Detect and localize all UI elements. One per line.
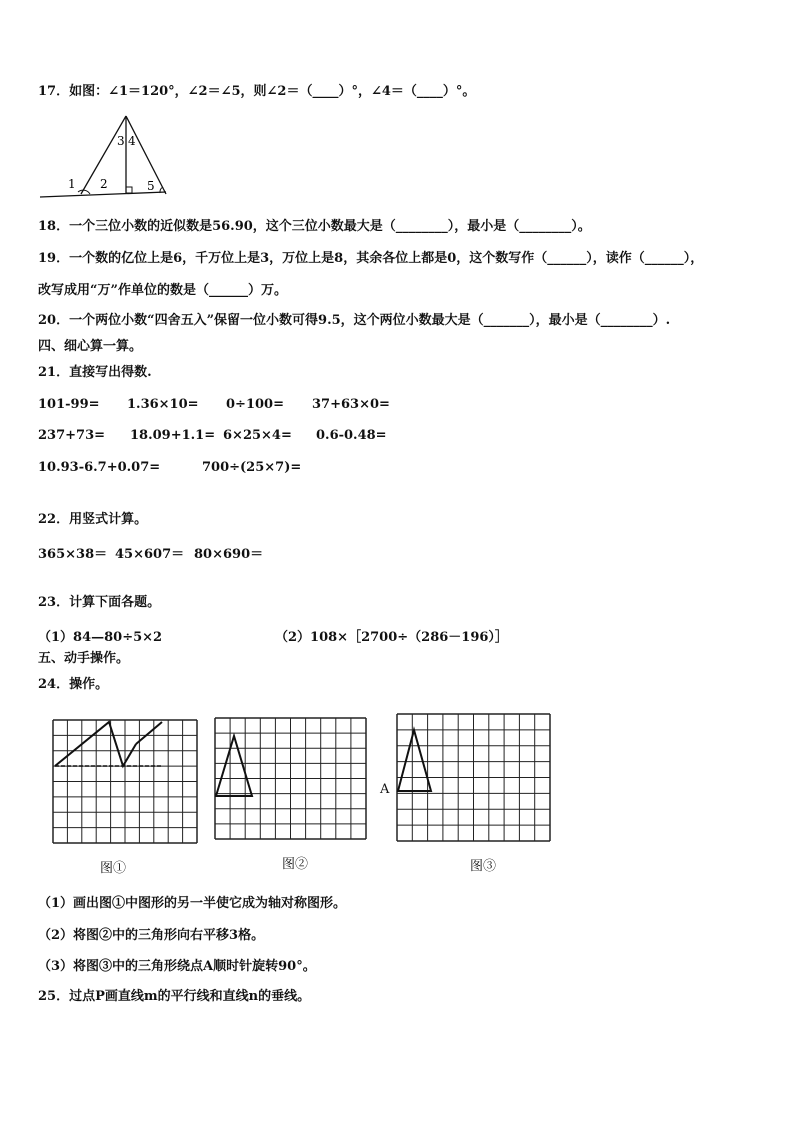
- q22-expr: 45×607＝: [115, 547, 185, 562]
- q21-expr: 6×25×4=: [223, 428, 292, 443]
- q21-expr: 10.93-6.7+0.07=: [38, 460, 161, 475]
- q21-expr: 0.6-0.48=: [316, 428, 387, 443]
- q22-title: 22．用竖式计算。: [38, 512, 148, 527]
- q23-expr: （2）108×［2700÷（286－196）］: [275, 630, 508, 645]
- grid-figure-2: [214, 717, 368, 841]
- q21-expr: 18.09+1.1=: [130, 428, 216, 443]
- q21-expr: 700÷(25×7)=: [202, 460, 302, 475]
- q21-expr: 237+73=: [38, 428, 106, 443]
- angle-label-1: 1: [68, 177, 76, 191]
- q21-expr: 0÷100=: [226, 397, 284, 412]
- section-five-heading: 五、动手操作。: [38, 651, 130, 666]
- caption-figure-1: 图①: [100, 861, 127, 876]
- point-a-label: A: [380, 782, 390, 797]
- triangle-to-translate: [216, 736, 252, 796]
- q22-expr: 80×690＝: [194, 547, 264, 562]
- q24-title: 24．操作。: [38, 677, 109, 692]
- q24-task-1: （1）画出图①中图形的另一半使它成为轴对称图形。: [38, 896, 347, 911]
- caption-figure-2: 图②: [282, 857, 309, 872]
- q25-text: 25．过点P画直线m的平行线和直线n的垂线。: [38, 989, 311, 1004]
- q21-expr: 1.36×10=: [127, 397, 199, 412]
- triangle-to-rotate: [398, 730, 431, 791]
- q17-text: 17．如图：∠1＝120°，∠2＝∠5，则∠2＝（____）°，∠4＝（____）°。: [38, 84, 476, 99]
- q19-text-line1: 19．一个数的亿位上是6，千万位上是3，万位上是8，其余各位上都是0，这个数写作（______），读作（______），: [38, 251, 704, 266]
- section-four-heading: 四、细心算一算。: [38, 339, 143, 354]
- q22-expr: 365×38＝: [38, 547, 108, 562]
- angle-label-5: 5: [147, 179, 155, 193]
- angle-label-2: 2: [100, 177, 108, 191]
- angle-label-4: 4: [128, 134, 136, 148]
- grid-figure-3: [396, 713, 552, 843]
- grid-figure-1: [52, 719, 199, 845]
- q20-text: 20．一个两位小数“四舍五入”保留一位小数可得9.5，这个两位小数最大是（_______），最小是（________）.: [38, 313, 671, 328]
- q19-text-line2: 改写成用“万”作单位的数是（______）万。: [38, 283, 287, 298]
- q24-task-3: （3）将图③中的三角形绕点A顺时针旋转90°。: [38, 959, 316, 974]
- q17-angle-figure: [38, 112, 178, 200]
- q21-expr: 101-99=: [38, 397, 100, 412]
- q21-expr: 37+63×0=: [312, 397, 390, 412]
- q24-task-2: （2）将图②中的三角形向右平移3格。: [38, 928, 265, 943]
- q21-title: 21．直接写出得数.: [38, 365, 152, 380]
- q23-title: 23．计算下面各题。: [38, 595, 161, 610]
- caption-figure-3: 图③: [470, 859, 497, 874]
- q18-text: 18．一个三位小数的近似数是56.90，这个三位小数最大是（________），最小是（________）。: [38, 219, 591, 234]
- q23-expr: （1）84—80÷5×2: [38, 630, 163, 645]
- angle-label-3: 3: [117, 134, 125, 148]
